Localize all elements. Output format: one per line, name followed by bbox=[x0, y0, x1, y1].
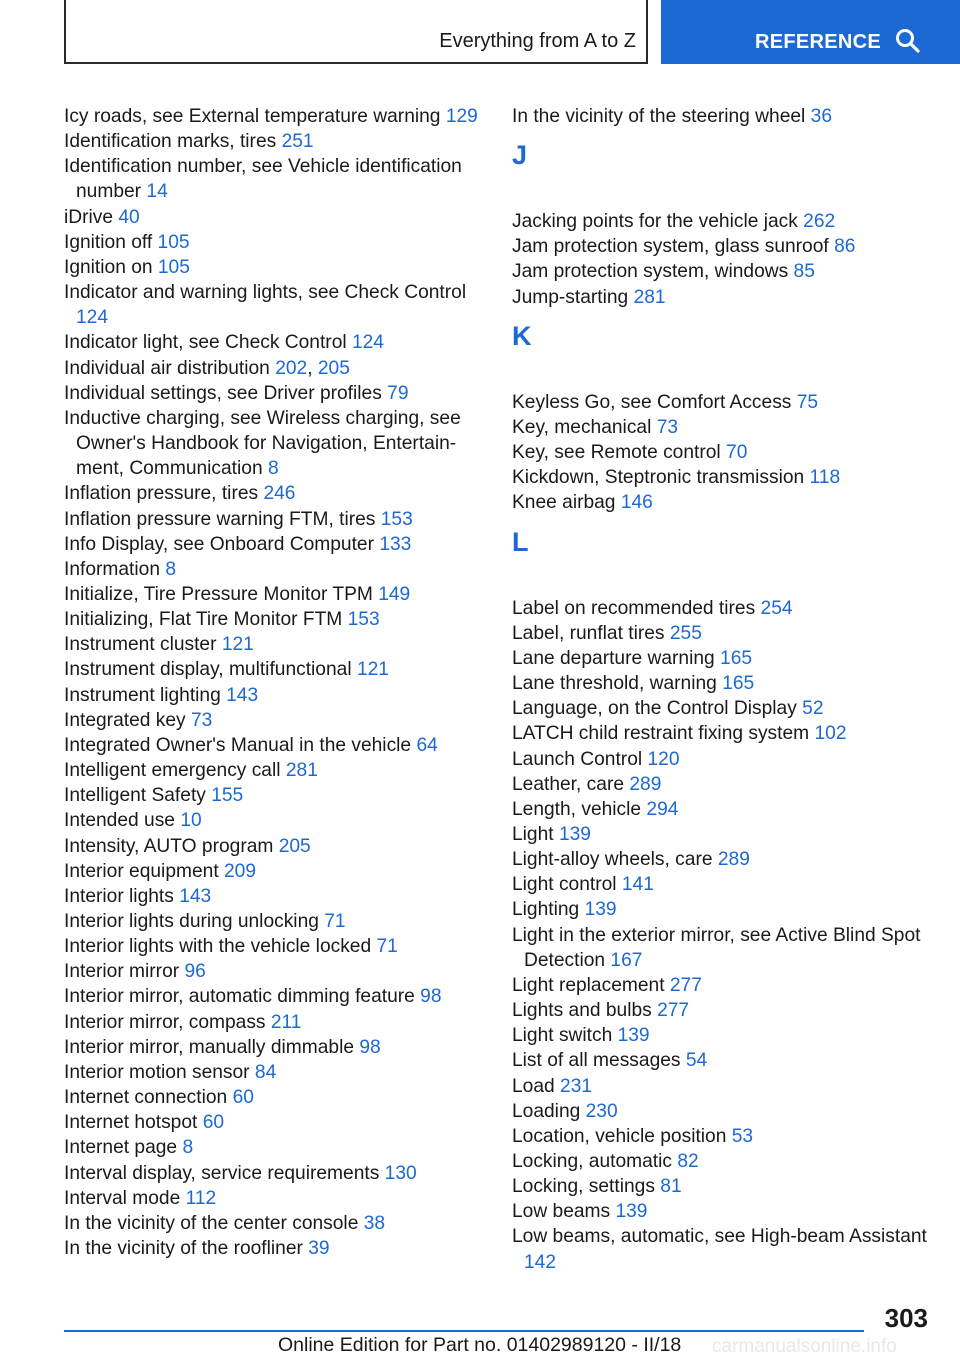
watermark: carmanualsonline.info bbox=[712, 1336, 897, 1357]
index-entry bbox=[64, 783, 484, 808]
index-entry-text: Light-alloy wheels, care bbox=[512, 849, 713, 871]
page-link[interactable]: 139 bbox=[558, 823, 591, 845]
page-link[interactable]: 81 bbox=[660, 1176, 682, 1198]
index-entry-text: In the vicinity of the steering wheel bbox=[512, 106, 806, 127]
page-link[interactable]: 121 bbox=[221, 634, 254, 656]
index-entry-text: Label, runflat tires bbox=[512, 622, 665, 644]
index-entry-text: Interior mirror, compass bbox=[64, 1011, 266, 1033]
page-link[interactable]: 64 bbox=[416, 734, 438, 756]
index-entry-text: Lane threshold, warning bbox=[512, 673, 717, 695]
page-link[interactable]: 71 bbox=[324, 911, 346, 932]
index-entry-text: Interior mirror, automatic dimming feature bbox=[64, 986, 415, 1008]
page-link[interactable]: 8 bbox=[182, 1137, 194, 1159]
index-entry-text: Individual air distribution bbox=[64, 357, 270, 379]
page-link[interactable]: 60 bbox=[202, 1112, 225, 1134]
index-entry-text: Jacking points for the vehicle jack bbox=[512, 211, 798, 233]
index-entry-text: Inflation pressure warning FTM, tires bbox=[64, 508, 376, 530]
page-link[interactable]: 130 bbox=[384, 1162, 417, 1184]
index-entry-text: Jam protection system, glass sunroof bbox=[512, 236, 829, 258]
index-entry-text: Interior motion sensor bbox=[64, 1061, 250, 1083]
page-link[interactable]: 262 bbox=[803, 211, 836, 233]
index-entry bbox=[512, 1174, 932, 1199]
index-entry-text: Interior lights with the vehicle locked bbox=[64, 936, 372, 958]
page-link[interactable]: 120 bbox=[647, 748, 680, 770]
index-letter-heading: L bbox=[512, 526, 529, 557]
page-link[interactable]: 205 bbox=[317, 357, 350, 379]
index-entry bbox=[512, 440, 932, 465]
page-link[interactable]: 82 bbox=[677, 1151, 699, 1172]
index-entry bbox=[512, 646, 932, 671]
index-entry-text: Initialize, Tire Pressure Monitor TPM bbox=[64, 583, 373, 605]
index-entry bbox=[512, 973, 932, 998]
index-entry bbox=[64, 959, 484, 984]
index-entry-text: Keyless Go, see Comfort Access bbox=[512, 391, 792, 413]
page-link[interactable]: 155 bbox=[211, 785, 244, 807]
index-entry bbox=[512, 671, 932, 696]
index-entry bbox=[64, 532, 484, 557]
index-entry bbox=[64, 708, 484, 733]
index-entry bbox=[64, 230, 484, 255]
page-link[interactable]: 167 bbox=[610, 949, 643, 971]
page-link[interactable]: 124 bbox=[76, 307, 109, 329]
index-column-left bbox=[64, 104, 484, 1261]
index-entry-text: Jam protection system, windows bbox=[512, 261, 789, 283]
index-entry-text: Load bbox=[512, 1075, 555, 1097]
page-link[interactable]: 124 bbox=[351, 332, 384, 354]
index-entry bbox=[64, 733, 484, 758]
index-entry bbox=[512, 847, 932, 872]
index-entry bbox=[512, 772, 932, 797]
page-link[interactable]: 39 bbox=[308, 1238, 330, 1260]
page-link[interactable]: 54 bbox=[685, 1050, 708, 1072]
page-link[interactable]: 149 bbox=[378, 583, 411, 605]
index-entry-text: Launch Control bbox=[512, 748, 643, 770]
page-link[interactable]: 118 bbox=[809, 467, 841, 489]
page-link[interactable]: 96 bbox=[184, 961, 206, 983]
index-entry-text: Lights and bulbs bbox=[512, 1000, 652, 1022]
page-link[interactable]: 10 bbox=[180, 810, 202, 832]
index-entry-text: Knee airbag bbox=[512, 492, 616, 514]
page-link[interactable]: 70 bbox=[726, 442, 748, 464]
page-link[interactable]: 277 bbox=[657, 1000, 690, 1022]
index-entry-text: Internet hotspot bbox=[64, 1112, 198, 1134]
page-link[interactable]: 143 bbox=[179, 885, 212, 907]
page-link[interactable]: 52 bbox=[802, 698, 824, 720]
index-entry bbox=[64, 280, 484, 330]
index-entry bbox=[64, 1085, 484, 1110]
index-entry-text: Intelligent emergency call bbox=[64, 760, 281, 782]
index-entry bbox=[64, 934, 484, 959]
page-link[interactable]: 79 bbox=[387, 382, 409, 404]
index-entry-text: Interior equipment bbox=[64, 860, 219, 882]
index-entry-text: Intensity, AUTO program bbox=[64, 835, 274, 857]
page-link[interactable]: 73 bbox=[656, 416, 679, 438]
page-link[interactable]: 38 bbox=[363, 1212, 386, 1234]
index-entry bbox=[64, 255, 484, 280]
index-entry bbox=[64, 1161, 484, 1186]
page-link[interactable]: 102 bbox=[814, 723, 847, 745]
index-entry-text: Ignition off bbox=[64, 231, 153, 253]
page-link[interactable]: 53 bbox=[731, 1125, 754, 1147]
index-entry bbox=[64, 557, 484, 582]
index-entry-text: iDrive bbox=[64, 206, 114, 228]
footer-rule bbox=[64, 1330, 864, 1332]
index-entry bbox=[64, 129, 484, 154]
index-entry-text: Instrument cluster bbox=[64, 634, 217, 656]
index-entry-text: Info Display, see Onboard Computer bbox=[64, 533, 374, 555]
index-entry bbox=[512, 415, 932, 440]
page-link[interactable]: 36 bbox=[810, 106, 832, 127]
index-entry-text: Integrated key bbox=[64, 709, 186, 731]
index-entry-text: Identification number, see Vehicle identification number bbox=[64, 156, 462, 203]
index-entry bbox=[64, 507, 484, 532]
letter-spacer bbox=[512, 572, 932, 596]
reference-tab[interactable] bbox=[661, 0, 960, 64]
page-link[interactable]: 251 bbox=[281, 131, 314, 153]
index-entry-text: Length, vehicle bbox=[512, 798, 642, 820]
index-entry bbox=[64, 406, 484, 481]
index-entry-text: Interval mode bbox=[64, 1187, 181, 1209]
page-link[interactable]: 205 bbox=[278, 835, 311, 857]
index-column-right bbox=[512, 104, 932, 1275]
index-entry bbox=[512, 872, 932, 897]
index-entry-text: Instrument lighting bbox=[64, 684, 221, 706]
index-entry bbox=[64, 582, 484, 607]
page-link[interactable]: 209 bbox=[224, 860, 257, 882]
page-link[interactable]: 85 bbox=[793, 261, 815, 283]
index-entry-text: Interior mirror bbox=[64, 961, 180, 983]
index-entry-text: Internet connection bbox=[64, 1087, 228, 1109]
page-link[interactable]: 165 bbox=[720, 647, 753, 669]
page-link[interactable]: 153 bbox=[380, 508, 413, 530]
index-entry-text: Key, see Remote control bbox=[512, 442, 721, 464]
index-entry-text: Lighting bbox=[512, 899, 580, 921]
index-entry-text: Light switch bbox=[512, 1025, 613, 1047]
page-link[interactable]: 8 bbox=[165, 558, 176, 580]
index-entry bbox=[64, 1010, 484, 1035]
index-entry bbox=[512, 1023, 932, 1048]
index-entry-text: Loading bbox=[512, 1100, 581, 1122]
index-entry-text: Locking, settings bbox=[512, 1176, 655, 1198]
page-link[interactable]: 141 bbox=[621, 874, 654, 896]
page-link[interactable]: 14 bbox=[146, 181, 168, 203]
index-entry bbox=[64, 104, 484, 129]
index-entry-text: Information bbox=[64, 558, 160, 580]
index-entry bbox=[512, 1224, 932, 1274]
index-entry-text: Initializing, Flat Tire Monitor FTM bbox=[64, 609, 343, 631]
index-entry-text: Lane departure warning bbox=[512, 647, 715, 669]
index-entry-text: Inductive charging, see Wireless charging, see Owner's Handbook for Navigation, Entertainment, Communication bbox=[64, 407, 461, 480]
index-entry-text: Jump-starting bbox=[512, 286, 629, 308]
index-entry-text: Indicator light, see Check Control bbox=[64, 332, 347, 354]
page-link[interactable]: 84 bbox=[254, 1061, 277, 1083]
index-entry bbox=[512, 747, 932, 772]
page-link[interactable]: 289 bbox=[629, 773, 662, 795]
index-entry-text: Light control bbox=[512, 874, 617, 896]
page-link[interactable]: 60 bbox=[232, 1087, 254, 1109]
index-entry-text: Internet page bbox=[64, 1137, 178, 1159]
index-entry bbox=[512, 621, 932, 646]
index-entry-text: Interval display, service requirements bbox=[64, 1162, 380, 1184]
page-link[interactable]: 129 bbox=[445, 106, 478, 127]
index-entry-text: Interior mirror, manually dimmable bbox=[64, 1036, 355, 1058]
index-entry bbox=[64, 1060, 484, 1085]
index-entry-text: Indicator and warning lights, see Check Control bbox=[64, 282, 467, 304]
page-link[interactable]: 165 bbox=[722, 673, 755, 695]
index-entry bbox=[64, 330, 484, 355]
page-link[interactable]: 254 bbox=[760, 597, 793, 619]
index-entry-text: List of all messages bbox=[512, 1050, 681, 1072]
index-entry bbox=[512, 209, 932, 234]
index-entry bbox=[512, 696, 932, 721]
index-letter-heading: K bbox=[512, 320, 532, 351]
page-link[interactable]: 281 bbox=[633, 286, 666, 308]
index-entry-text: Interior lights bbox=[64, 885, 174, 907]
index-entry bbox=[64, 859, 484, 884]
index-entry bbox=[64, 607, 484, 632]
index-entry bbox=[64, 632, 484, 657]
index-entry-text: Light replacement bbox=[512, 974, 665, 996]
index-entry bbox=[64, 205, 484, 230]
index-entry bbox=[64, 683, 484, 708]
index-entry bbox=[64, 834, 484, 859]
index-entry-text: Leather, care bbox=[512, 773, 625, 795]
index-entry bbox=[64, 481, 484, 506]
index-entry-text: LATCH child restraint fixing system bbox=[512, 723, 810, 745]
search-icon[interactable] bbox=[895, 28, 921, 54]
index-entry bbox=[512, 822, 932, 847]
page-number: 303 bbox=[884, 1303, 928, 1333]
page-link[interactable]: 294 bbox=[646, 798, 679, 820]
index-entry bbox=[64, 808, 484, 833]
page-link[interactable]: 105 bbox=[157, 256, 190, 278]
page-link[interactable]: 289 bbox=[717, 849, 750, 871]
index-entry-text: Identification marks, tires bbox=[64, 131, 277, 153]
index-entry-text: Intelligent Safety bbox=[64, 785, 206, 807]
page-link[interactable]: 86 bbox=[834, 236, 856, 258]
page-link[interactable]: 143 bbox=[226, 684, 259, 706]
index-entry bbox=[512, 721, 932, 746]
index-entry bbox=[64, 758, 484, 783]
index-entry bbox=[512, 465, 932, 490]
page-link[interactable]: 139 bbox=[617, 1025, 650, 1047]
page-link[interactable]: 139 bbox=[584, 899, 617, 921]
page-link[interactable]: 121 bbox=[356, 659, 389, 681]
page-link[interactable]: 211 bbox=[270, 1011, 302, 1033]
index-letter-heading: J bbox=[512, 140, 528, 171]
index-entry bbox=[64, 1211, 484, 1236]
footer-edition: Online Edition for Part no. 01402989120 - II/18 bbox=[278, 1334, 682, 1356]
index-entry bbox=[64, 657, 484, 682]
index-entry-text: Intended use bbox=[64, 810, 175, 832]
page-link[interactable]: 71 bbox=[376, 936, 398, 958]
index-entry-text: In the vicinity of the center console bbox=[64, 1212, 359, 1234]
page-link[interactable]: 246 bbox=[263, 483, 296, 505]
index-entry-text: Ignition on bbox=[64, 256, 153, 278]
index-entry-text: Kickdown, Steptronic transmission bbox=[512, 467, 805, 489]
index-entry bbox=[64, 381, 484, 406]
index-entry bbox=[64, 1236, 484, 1261]
index-entry bbox=[512, 1074, 932, 1099]
page-link[interactable]: 8 bbox=[267, 458, 279, 480]
page-link[interactable]: 142 bbox=[524, 1251, 557, 1273]
page-link[interactable]: 40 bbox=[118, 206, 140, 228]
index-entry-text: Interior lights during unlocking bbox=[64, 911, 319, 932]
index-entry bbox=[512, 490, 932, 515]
index-entry bbox=[64, 1110, 484, 1135]
index-entry-text: Instrument display, multifunctional bbox=[64, 659, 352, 681]
page-link[interactable]: 98 bbox=[420, 986, 442, 1008]
index-entry bbox=[64, 1035, 484, 1060]
page-link[interactable]: 133 bbox=[379, 533, 412, 555]
index-entry bbox=[512, 234, 932, 259]
page-link[interactable]: 230 bbox=[585, 1100, 618, 1122]
index-entry bbox=[512, 1124, 932, 1149]
index-entry bbox=[64, 909, 484, 934]
index-entry-text: Light in the exterior mirror, see Active Blind Spot Detection bbox=[512, 924, 921, 971]
index-entry-text: Light bbox=[512, 823, 554, 845]
page-link[interactable]: 153 bbox=[347, 609, 380, 631]
index-entry bbox=[64, 154, 484, 204]
page-link[interactable]: 139 bbox=[615, 1201, 648, 1223]
page-link[interactable]: 146 bbox=[620, 492, 653, 514]
index-entry bbox=[512, 797, 932, 822]
header-title-box bbox=[64, 0, 648, 64]
index-entry bbox=[512, 1199, 932, 1224]
section-title: Everything from A to Z bbox=[439, 30, 636, 52]
letter-spacer bbox=[512, 366, 932, 390]
index-entry bbox=[512, 596, 932, 621]
page-link[interactable]: 105 bbox=[157, 231, 190, 253]
index-entry: Individual air distribution 202, 205 bbox=[64, 357, 350, 379]
index-entry bbox=[64, 884, 484, 909]
index-entry-text: Low beams, automatic, see High-beam Assistant bbox=[512, 1226, 927, 1248]
index-entry bbox=[512, 259, 932, 284]
index-entry bbox=[512, 923, 932, 973]
index-entry-text: Individual settings, see Driver profiles bbox=[64, 382, 382, 404]
page-link[interactable]: 75 bbox=[796, 391, 819, 413]
page-link[interactable]: 112 bbox=[185, 1187, 217, 1209]
index-entry-text: In the vicinity of the roofliner bbox=[64, 1238, 303, 1260]
index-entry bbox=[512, 390, 932, 415]
index-entry-text: Key, mechanical bbox=[512, 416, 652, 438]
index-entry bbox=[512, 285, 932, 310]
index-entry-text: Language, on the Control Display bbox=[512, 698, 797, 720]
index-entry bbox=[64, 1186, 484, 1211]
page-link[interactable]: 255 bbox=[669, 622, 702, 644]
page-link[interactable]: 98 bbox=[359, 1036, 381, 1058]
index-entry-text: Locking, automatic bbox=[512, 1151, 672, 1172]
index-entry bbox=[64, 1135, 484, 1160]
index-entry bbox=[512, 998, 932, 1023]
page-link[interactable]: 202 bbox=[275, 357, 308, 379]
index-entry-text: Label on recommended tires bbox=[512, 597, 756, 619]
index-entry bbox=[512, 897, 932, 922]
index-entry bbox=[512, 1099, 932, 1124]
index-entry-text: Low beams bbox=[512, 1201, 611, 1223]
page-link[interactable]: 231 bbox=[560, 1075, 593, 1097]
index-entry-text: Integrated Owner's Manual in the vehicle bbox=[64, 734, 412, 756]
index-entry bbox=[512, 104, 932, 129]
page-link[interactable]: 281 bbox=[285, 760, 318, 782]
letter-spacer bbox=[512, 185, 932, 209]
index-entry bbox=[512, 1149, 932, 1174]
index-entry bbox=[512, 1048, 932, 1073]
index-entry-text: Location, vehicle position bbox=[512, 1125, 727, 1147]
reference-label: REFERENCE bbox=[755, 31, 882, 53]
index-entry-text: Icy roads, see External temperature warning bbox=[64, 106, 441, 127]
index-entry-text: Inflation pressure, tires bbox=[64, 483, 259, 505]
page-link[interactable]: 73 bbox=[190, 709, 213, 731]
index-entry bbox=[64, 984, 484, 1009]
page-link[interactable]: 277 bbox=[669, 974, 702, 996]
